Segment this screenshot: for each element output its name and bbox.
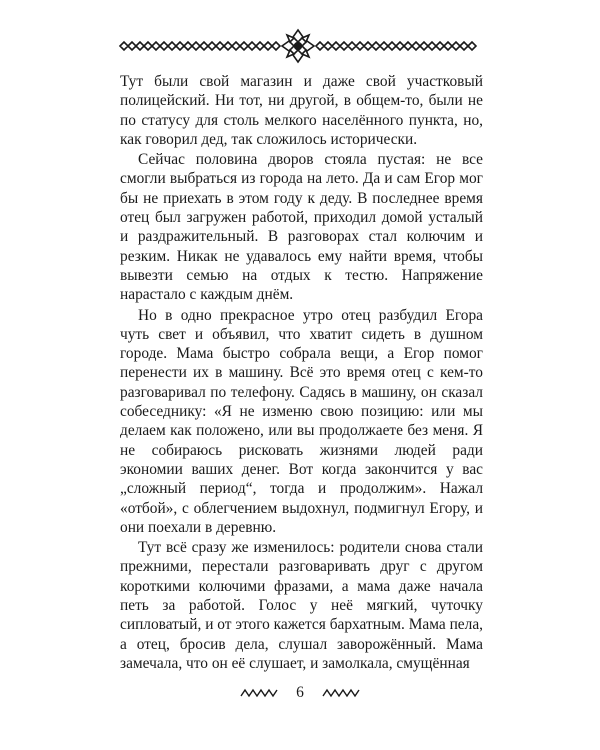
header-ornament [118,26,478,66]
page-footer [240,683,360,703]
header-border-right [316,42,476,50]
paragraph-1: Тут были свой магазин и даже свой участковый полицейский. Ни тот, ни другой, в общем-то, были не по статусу для столь мелкого населённого пункта, но, как говорил дед, так сложилось исторически. [120,73,483,148]
header-border-left [120,42,280,50]
footer-ornament-right [320,687,360,699]
page-number: 6 [296,684,304,701]
paragraph-3: Но в одно прекрасное утро отец разбудил Егора чуть свет и объявил, что хватит сидеть в душном городе. Мама быстро собрала вещи, а Егор помог перенести их в машину. Всё это время отец с кем-то разговаривал по телефону. Садясь в машину, он сказал собеседнику: «Я не изменю свою позицию: или мы делаем как положено, или вы продолжаете без меня. Я не собираюсь рисковать жизнями людей ради экономии ваших денег. Вот когда закончится у вас „сложный период“, тогда и продолжим». Нажал «отбой», с облегчением выдохнул, подмигнул Егору, и они поехали в деревню. [120,306,483,536]
header-center-motif [282,30,314,62]
paragraph-4: Тут всё сразу же изменилось: родители снова стали прежними, перестали разговаривать друг с другом короткими колючими фразами, а мама даже начала петь за работой. Голос у неё мягкий, чуточку сипловатый, и от этого кажется бархатным. Мама пела, а отец, бросив дела, слушал заворожённый. Мама замечала, что он её слушает, и замолкала, смущённая [120,539,483,672]
body-text [120,72,483,673]
paragraph-2: Сейчас половина дворов стояла пустая: не все смогли выбраться из города на лето. Да и сам Егор мог бы не приехать в этом году к деду. В последнее время отец был загружен работой, приходил домой усталый и раздражительный. В разговорах стал колючим и резким. Никак не удавалось ему найти время, чтобы вывезти семью на отдых к тестю. Напряжение нарастало с каждым днём. [120,151,483,304]
